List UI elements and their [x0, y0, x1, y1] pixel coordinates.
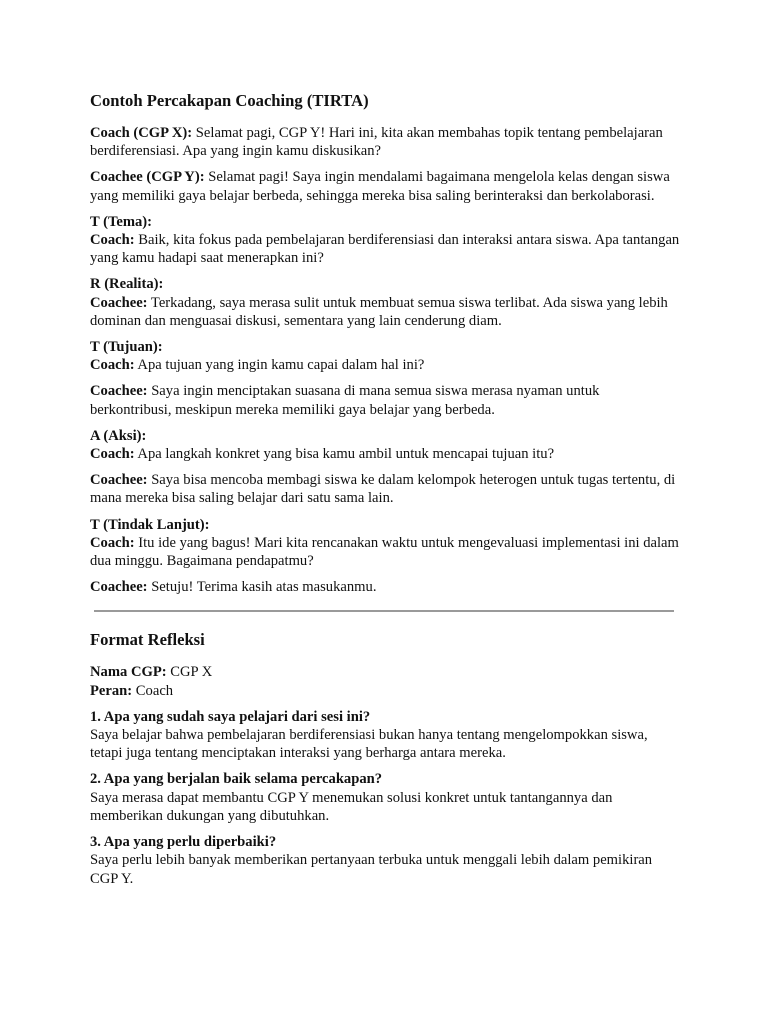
- speaker-label: Coach (CGP X):: [90, 125, 193, 141]
- intro-coach-line: [90, 124, 680, 160]
- section-realita: [90, 275, 680, 330]
- section-tujuan: [90, 338, 680, 374]
- speaker-label: Coachee:: [90, 579, 148, 596]
- nama-value: CGP X: [166, 664, 213, 681]
- coaching-title: Contoh Percakapan Coaching (TIRTA): [90, 91, 369, 110]
- peran-value: Coach: [132, 682, 174, 699]
- speaker-label: Coach:: [90, 446, 135, 463]
- speaker-label: Coach:: [90, 232, 135, 249]
- intro-coachee-line: [90, 168, 680, 204]
- dialogue-line: [90, 445, 680, 463]
- dialogue-text: Apa langkah konkret yang bisa kamu ambil untuk mencapai tujuan itu?: [134, 446, 555, 463]
- dialogue-text: Selamat pagi! Saya ingin mendalami bagaimana mengelola kelas dengan siswa yang memiliki gaya belajar berbeda, sehingga mereka bisa saling berinteraksi dan berkolaborasi.: [90, 169, 670, 204]
- refleksi-title: Format Refleksi: [90, 630, 205, 650]
- section-aksi: [90, 427, 680, 463]
- section-heading: T (Tindak Lanjut):: [90, 516, 210, 533]
- speaker-label: Coach:: [90, 534, 135, 551]
- answer-text: Saya belajar bahwa pembelajaran berdiferensiasi bukan hanya tentang mengelompokkan siswa, tetapi juga tentang menciptakan interaksi yang berharga antara mereka.: [90, 727, 648, 762]
- nama-line: [90, 663, 680, 681]
- section-divider: [94, 610, 674, 612]
- speaker-label: Coachee:: [90, 294, 148, 311]
- refleksi-question-3: [90, 833, 680, 888]
- dialogue-text: Baik, kita fokus pada pembelajaran berdiferensiasi dan interaksi antara siswa. Apa tantangan yang kamu hadapi saat menerapkan ini?: [90, 232, 680, 267]
- dialogue-line: [90, 356, 680, 374]
- question-text: 2. Apa yang berjalan baik selama percakapan?: [90, 771, 383, 788]
- speaker-label: Coach:: [90, 357, 135, 374]
- answer-text: Saya merasa dapat membantu CGP Y menemukan solusi konkret untuk tantangannya dan memberikan dukungan yang dibutuhkan.: [90, 789, 613, 824]
- answer-text: Saya perlu lebih banyak memberikan pertanyaan terbuka untuk menggali lebih dalam pemikiran CGP Y.: [90, 852, 653, 887]
- dialogue-reply-line: [90, 471, 680, 507]
- dialogue-text: Terkadang, saya merasa sulit untuk membuat semua siswa terlibat. Ada siswa yang lebih dominan dan menguasai diskusi, sementara yang lain cenderung diam.: [90, 294, 668, 329]
- peran-line: [90, 682, 680, 700]
- refleksi-meta: [90, 663, 680, 699]
- dialogue-text: Setuju! Terima kasih atas masukanmu.: [147, 579, 377, 596]
- peran-label: Peran:: [90, 682, 133, 699]
- dialogue-text: Selamat pagi, CGP Y! Hari ini, kita akan membahas topik tentang pembelajaran berdiferensiasi. Apa yang ingin kamu diskusikan?: [90, 125, 663, 160]
- dialogue-text: Saya bisa mencoba membagi siswa ke dalam kelompok heterogen untuk tugas tertentu, di mana mereka bisa saling belajar dari satu sama lain.: [90, 472, 676, 507]
- dialogue-reply-line: [90, 382, 680, 418]
- speaker-label: Coachee:: [90, 472, 148, 489]
- dialogue-reply-line: [90, 578, 680, 596]
- refleksi-question-2: [90, 770, 680, 825]
- section-tindak-lanjut: [90, 516, 680, 571]
- refleksi-question-1: [90, 708, 680, 763]
- nama-label: Nama CGP:: [90, 664, 167, 681]
- dialogue-text: Itu ide yang bagus! Mari kita rencanakan waktu untuk mengevaluasi implementasi ini dalam dua minggu. Bagaimana pendapatmu?: [90, 534, 679, 570]
- speaker-label: Coachee:: [90, 383, 148, 400]
- dialogue-line: [90, 231, 680, 267]
- section-heading: T (Tujuan):: [90, 339, 163, 356]
- question-text: 3. Apa yang perlu diperbaiki?: [90, 834, 277, 851]
- dialogue-text: Saya ingin menciptakan suasana di mana semua siswa merasa nyaman untuk berkontribusi, meskipun mereka memiliki gaya belajar yang berbeda.: [90, 383, 600, 418]
- question-text: 1. Apa yang sudah saya pelajari dari sesi ini?: [90, 708, 371, 725]
- dialogue-line: [90, 294, 680, 330]
- document-page: [90, 91, 680, 896]
- section-heading: A (Aksi):: [90, 427, 147, 444]
- section-heading: T (Tema):: [90, 213, 153, 230]
- dialogue-text: Apa tujuan yang ingin kamu capai dalam hal ini?: [134, 357, 425, 374]
- speaker-label: Coachee (CGP Y):: [90, 169, 205, 186]
- section-tema: [90, 213, 680, 268]
- dialogue-line: [90, 534, 680, 570]
- section-heading: R (Realita):: [90, 276, 164, 293]
